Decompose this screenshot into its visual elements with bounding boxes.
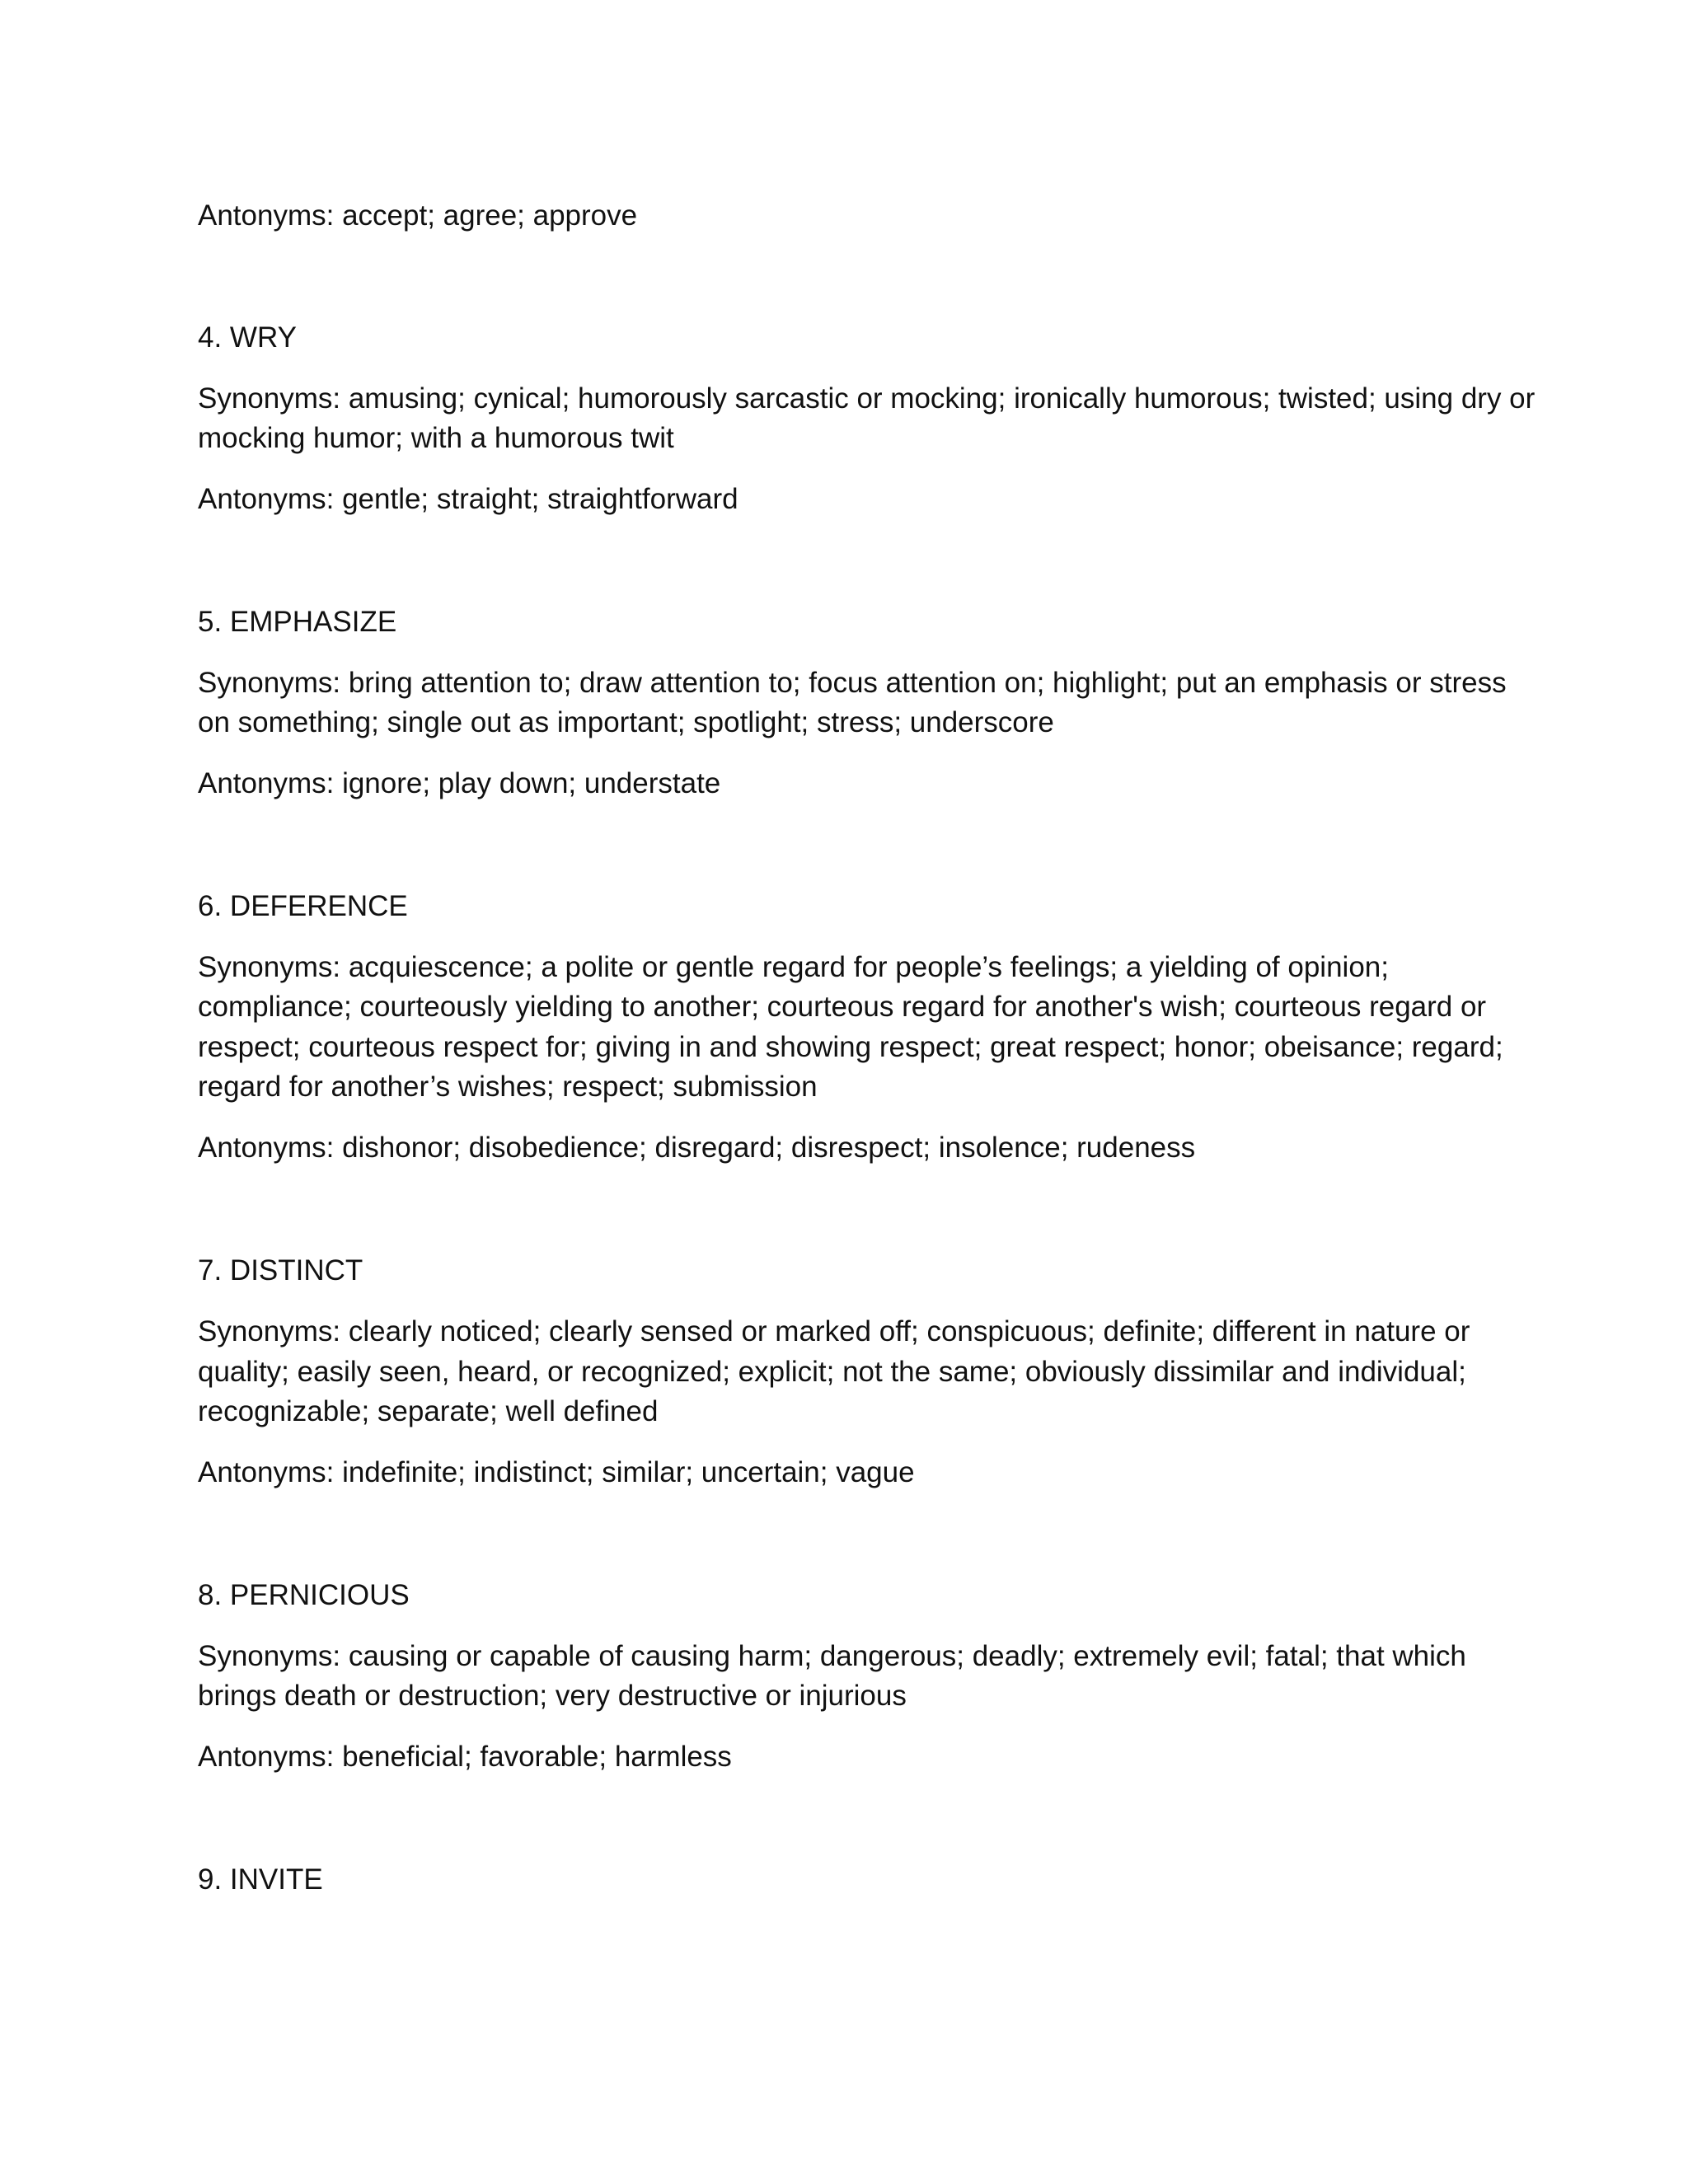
antonyms-8: Antonyms: beneficial; favorable; harmless bbox=[198, 1741, 732, 1773]
synonyms-7-line-2: quality; easily seen, heard, or recognized; explicit; not the same; obviously dissimilar and individual; bbox=[198, 1356, 1466, 1388]
synonyms-6-line-1: Synonyms: acquiescence; a polite or gentle regard for people’s feelings; a yielding of opinion; bbox=[198, 951, 1389, 983]
synonyms-7-line-3: recognizable; separate; well defined bbox=[198, 1395, 659, 1427]
synonyms-4-line-1: Synonyms: amusing; cynical; humorously sarcastic or mocking; ironically humorous; twisted; using dry or bbox=[198, 382, 1536, 415]
synonyms-6-line-3: respect; courteous respect for; giving in and showing respect; great respect; honor; obeisance; regard; bbox=[198, 1031, 1503, 1063]
entry-heading-7: 7. DISTINCT bbox=[198, 1254, 363, 1286]
antonyms-3: Antonyms: accept; agree; approve bbox=[198, 199, 638, 232]
entry-heading-9: 9. INVITE bbox=[198, 1863, 323, 1896]
entry-heading-8: 8. PERNICIOUS bbox=[198, 1579, 410, 1611]
antonyms-7: Antonyms: indefinite; indistinct; similar; uncertain; vague bbox=[198, 1456, 915, 1488]
antonyms-4: Antonyms: gentle; straight; straightforward bbox=[198, 483, 738, 515]
entry-heading-4: 4. WRY bbox=[198, 321, 297, 354]
synonyms-4-line-2: mocking humor; with a humorous twit bbox=[198, 422, 674, 454]
synonyms-6-line-4: regard for another’s wishes; respect; submission bbox=[198, 1071, 818, 1103]
synonyms-6-line-2: compliance; courteously yielding to another; courteous regard for another's wish; courteous regard or bbox=[198, 991, 1487, 1023]
synonyms-8-line-1: Synonyms: causing or capable of causing harm; dangerous; deadly; extremely evil; fatal; that which bbox=[198, 1640, 1466, 1672]
antonyms-5: Antonyms: ignore; play down; understate bbox=[198, 767, 721, 799]
synonyms-8-line-2: brings death or destruction; very destructive or injurious bbox=[198, 1680, 907, 1712]
antonyms-6: Antonyms: dishonor; disobedience; disregard; disrespect; insolence; rudeness bbox=[198, 1132, 1196, 1164]
synonyms-5-line-1: Synonyms: bring attention to; draw attention to; focus attention on; highlight; put an emphasis or stress bbox=[198, 667, 1507, 699]
synonyms-5-line-2: on something; single out as important; spotlight; stress; underscore bbox=[198, 706, 1054, 738]
entry-heading-6: 6. DEFERENCE bbox=[198, 890, 408, 922]
entry-heading-5: 5. EMPHASIZE bbox=[198, 606, 397, 638]
synonyms-7-line-1: Synonyms: clearly noticed; clearly sensed or marked off; conspicuous; definite; different in nature or bbox=[198, 1315, 1470, 1347]
